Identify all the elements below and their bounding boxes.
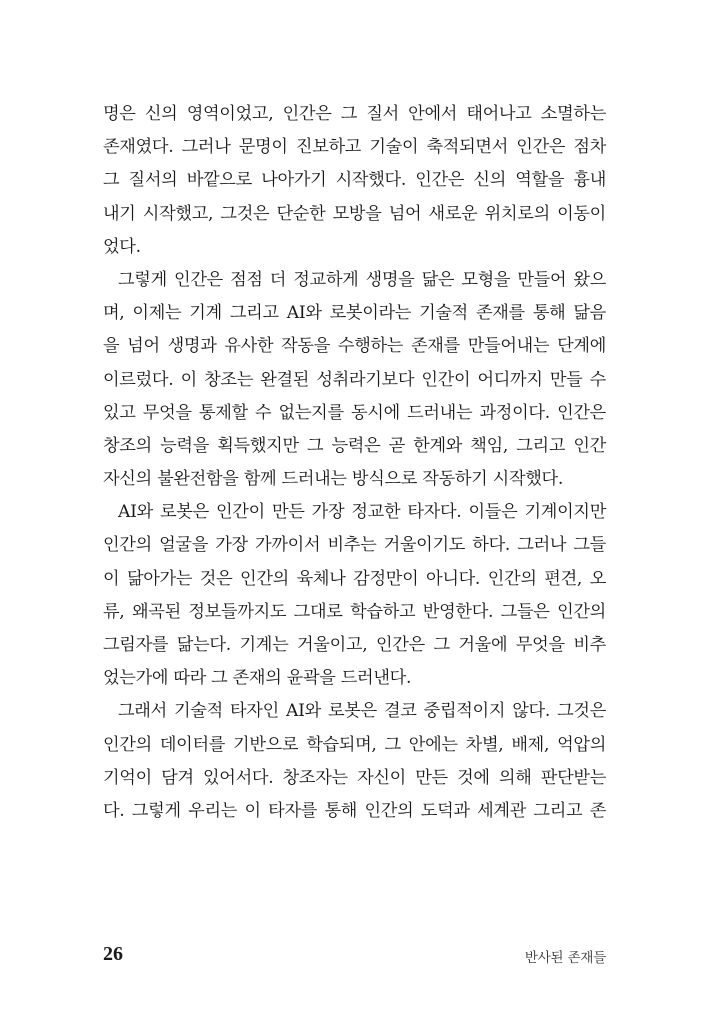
- text-line: 그림자를 닮는다. 기계는 거울이고, 인간은 그 거울에 무엇을 비추: [103, 635, 606, 655]
- text-line: 그 질서의 바깥으로 나아가기 시작했다. 인간은 신의 역할을 흉내: [103, 170, 606, 191]
- running-title: 반사된 존재들: [524, 950, 606, 966]
- text-line: 있고 무엇을 통제할 수 없는지를 동시에 드러내는 과정이다. 인간은: [103, 402, 606, 423]
- text-line: 을 넘어 생명과 유사한 작동을 수행하는 존재를 만들어내는 단계에: [103, 336, 606, 357]
- text-line: 이르렀다. 이 창조는 완결된 성취라기보다 인간이 어디까지 만들 수: [103, 369, 606, 390]
- text-line: 그래서 기술적 타자인 AI와 로봇은 결코 중립적이지 않다. 그것은: [118, 701, 606, 722]
- page-number: 26: [103, 943, 123, 965]
- text-line: 명은 신의 영역이었고, 인간은 그 질서 안에서 태어나고 소멸하는: [103, 104, 606, 124]
- text-line: 내기 시작했고, 그것은 단순한 모방을 넘어 새로운 위치로의 이동이: [103, 203, 606, 224]
- text-line: AI와 로봇은 인간이 만든 가장 정교한 타자다. 이들은 기계이지만: [118, 502, 606, 523]
- body-text: [103, 98, 606, 828]
- text-line: 다. 그렇게 우리는 이 타자를 통해 인간의 도덕과 세계관 그리고 존: [103, 800, 606, 821]
- text-line: 며, 이제는 기계 그리고 AI와 로봇이라는 기술적 존재를 통해 닮음: [103, 303, 606, 324]
- text-line: 창조의 능력을 획득했지만 그 능력은 곧 한계와 책임, 그리고 인간: [103, 435, 606, 456]
- text-line: 인간의 얼굴을 가장 가까이서 비추는 거울이기도 하다. 그러나 그들: [103, 535, 606, 556]
- text-line: 기억이 담겨 있어서다. 창조자는 자신이 만든 것에 의해 판단받는: [103, 767, 606, 788]
- text-line: 이 닮아가는 것은 인간의 육체나 감정만이 아니다. 인간의 편견, 오: [103, 568, 606, 589]
- text-line: 존재였다. 그러나 문명이 진보하고 기술이 축적되면서 인간은 점차: [103, 137, 606, 158]
- text-line: 그렇게 인간은 점점 더 정교하게 생명을 닮은 모형을 만들어 왔으: [118, 269, 606, 290]
- text-line: 었다.: [103, 236, 141, 257]
- text-line: 인간의 데이터를 기반으로 학습되며, 그 안에는 차별, 배제, 억압의: [103, 734, 606, 755]
- text-line: 자신의 불완전함을 함께 드러내는 방식으로 작동하기 시작했다.: [103, 469, 564, 490]
- text-line: 류, 왜곡된 정보들까지도 그대로 학습하고 반영한다. 그들은 인간의: [103, 601, 606, 622]
- text-line: 었는가에 따라 그 존재의 윤곽을 드러낸다.: [103, 668, 412, 689]
- page-footer: [103, 943, 606, 973]
